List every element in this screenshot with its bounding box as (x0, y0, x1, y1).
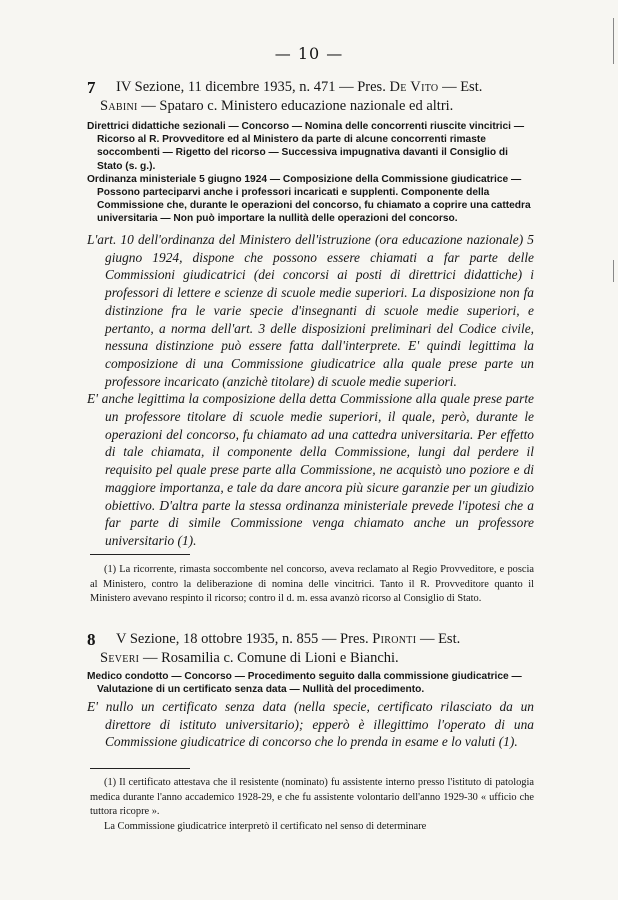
case-court-section: V Sezione, 18 ottobre 1935, n. 855 — Pres. (116, 631, 373, 647)
massima-paragraph: Ordinanza ministeriale 5 giugno 1924 — Composizione della Commissione giudicatrice — Possono parteciparvi anche i professori incaricati e supplenti. Componente della Commissione che, durante le operazioni del concorso, fu chiamato a coprire una cattedra universitaria — Non può importare la nullità delle operazioni del concorso. (87, 173, 531, 225)
principle-paragraph: L'art. 10 dell'ordinanza del Ministero dell'istruzione (ora educazione nazionale) 5 giugno 1924, dispone che possono essere chiamati a far parte delle Commissioni giudicatrici (dei concorsi ai posti di direttrici didattiche) i professori di lettere e scienze di scuole medie superiori. La disposizione non fa distinzione fra le varie specie d'insegnanti di scuole medie superiori, e pertanto, a norma dell'art. 3 delle disposizioni preliminari del Codice civile, nessuna distinzione può essere fatta dall'interprete. E' quindi legittima la composizione di una Commissione giudicatrice alla quale prese parte un professore incaricato (anzichè titolare) di scuole medie superiori. (87, 232, 534, 389)
case-parties: — Rosamilia c. Comune di Lioni e Bianchi. (139, 650, 399, 666)
massima-paragraph: Direttrici didattiche sezionali — Concorso — Nomina delle concorrenti riuscite vincitrici — Ricorso al R. Provveditore ed al Ministero da parte di alcune concorrenti rimaste soccombenti — Rigetto del ricorso — Successiva impugnativa davanti il Consiglio di Stato (s. g.). (87, 121, 525, 172)
principle-paragraph: E' anche legittima la composizione della detta Commissione alla quale prese parte un professore titolare di scuole medie superiori, il quale, però, durante le operazioni del concorso, fu chiamato ad una cattedra universitaria. Per effetto di tale chiamata, il componente della Commissione, lungi dal perdere il requisito pel quale prese parte alla Commissione, ne acquistò uno poziore e di maggiore importanza, e tale da dare ancora più sicure garanzie per un giudizio obiettivo. D'altra parte la stessa ordinanza ministeriale prevede l'ipotesi che a far parte di simile Commissione venga chiamato anche un professore universitario (1). (87, 391, 534, 548)
case-president: De Vito (389, 79, 439, 95)
footnote: (1) La ricorrente, rimasta soccombente nel concorso, aveva reclamato al Regio Provveditore, e poscia al Ministero, contro la deliberazione di nomina delle vincitrici. Tanto il R. Provveditore quanto il Ministero avevano respinto il ricorso; contro il d. m. essa avanzò ricorso al Consiglio di Stato. (90, 564, 534, 605)
case-heading (87, 78, 530, 116)
footnote-rule (90, 554, 190, 555)
case-court-section: IV Sezione, 11 dicembre 1935, n. 471 — Pres. (116, 79, 390, 95)
page-edge-mark (613, 260, 614, 282)
case-number: 7 (87, 78, 96, 97)
case-principles (87, 698, 534, 751)
case-heading-tail: — Est. (416, 631, 461, 647)
case-estensore: Sabini (100, 98, 138, 114)
case-heading (87, 630, 530, 668)
case-massime (87, 670, 534, 696)
footnote-rule (90, 768, 190, 769)
case-estensore: Severi (100, 650, 140, 666)
case-massime (87, 120, 534, 226)
case-heading-tail: — Est. (438, 79, 483, 95)
case-parties: — Spataro c. Ministero educazione nazionale ed altri. (137, 98, 454, 114)
page-number: — 10 — (274, 44, 344, 63)
case-number: 8 (87, 630, 96, 649)
case-president: Pironti (372, 631, 417, 647)
case-principles (87, 231, 534, 550)
principle-paragraph: E' nullo un certificato senza data (nella specie, certificato rilasciato da un direttore di istituto universitario); epperò è illegittimo l'operato di una Commissione giudicatrice di concorso che lo prenda in esame e lo valuti (1). (87, 699, 534, 750)
footnote: (1) Il certificato attestava che il resistente (nominato) fu assistente interno presso l'istituto di patologia medica durante l'anno accademico 1928-29, e che fu assistente volontario dell'anno 1929-30 « ufficio che tuttora ricopre ». La Commissione giudicatrice interpretò il certificato nel senso di determinare (90, 777, 534, 832)
massima-paragraph: Medico condotto — Concorso — Procedimento seguito dalla commissione giudicatrice — Valutazione di un certificato senza data — Nullità del procedimento. (87, 671, 522, 696)
